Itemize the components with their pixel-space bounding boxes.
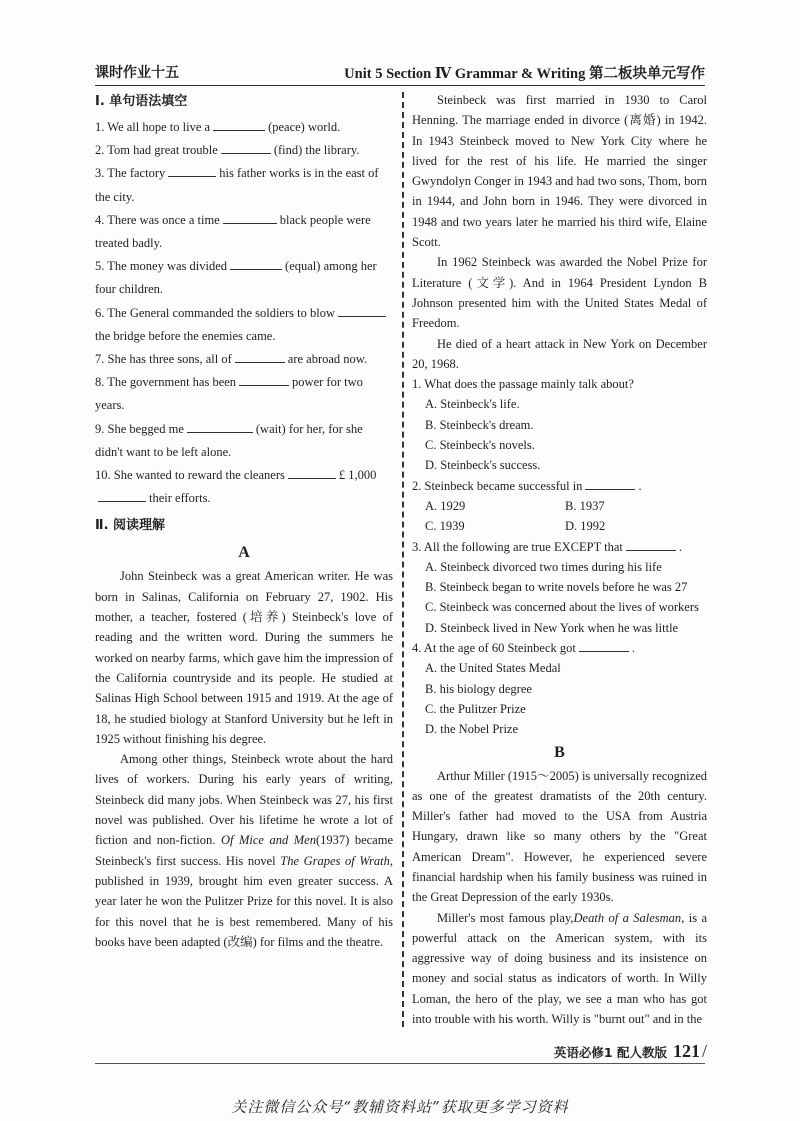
answer-option[interactable]: A. the United States Medal xyxy=(425,661,561,676)
page-number: 121 xyxy=(672,1041,700,1061)
book-title-grapes-of-wrath: The Grapes of Wrath xyxy=(280,853,390,868)
grammar-question-list xyxy=(95,116,393,510)
answer-blank[interactable] xyxy=(239,373,289,386)
question-stem: 1. What does the passage mainly talk about? xyxy=(412,377,634,392)
continuation-text: the bridge before the enemies came. xyxy=(95,328,276,343)
answer-option[interactable]: B. 1937 xyxy=(565,498,605,513)
reading-question-2 xyxy=(412,476,707,496)
grammar-question-1 xyxy=(95,116,393,139)
answer-option[interactable]: C. 1939 xyxy=(425,519,465,534)
page-footer xyxy=(554,1040,707,1062)
question-text: 9. She begged me xyxy=(95,421,184,436)
grammar-question-3 xyxy=(95,162,393,208)
question-text-after: (wait) for her, for she xyxy=(255,421,363,436)
question-text: 3. The factory xyxy=(95,166,166,181)
reading-question-list xyxy=(412,374,707,739)
passage-a-paragraph-4: In 1962 Steinbeck was awarded the Nobel Prize for Literature (文学). And in 1964 President Lyndon B Johnson presented him with the United States Medal of Freedom. xyxy=(412,255,707,331)
stem-tail: . xyxy=(678,539,682,554)
continuation-text: four children. xyxy=(95,282,164,297)
section1-title: Ⅰ. 单句语法填空 xyxy=(95,94,188,109)
page-header xyxy=(95,62,705,84)
unit-section-title: Unit 5 Section Ⅳ Grammar & Writing 第二板块单元写作 xyxy=(344,66,705,82)
answer-option[interactable]: C. the Pulitzer Prize xyxy=(425,701,526,716)
column-divider xyxy=(402,92,404,1027)
answer-option[interactable]: D. 1992 xyxy=(565,519,606,534)
answer-option[interactable]: A. Steinbeck divorced two times during his life xyxy=(425,559,662,574)
reading-question-1 xyxy=(412,374,707,394)
continuation-text: years. xyxy=(95,398,125,413)
question-continuation xyxy=(108,487,393,510)
p2-text-e: , published in 1939, brought him even greater success. A year later he won the Pulitzer Prize for this novel. It is also for this novel that he is best remembered. Many of his books have been adapted (改编) for films and the theatre. xyxy=(95,853,394,949)
answer-option-row xyxy=(412,516,707,536)
question-text-after: (find) the library. xyxy=(273,143,360,158)
question-stem: 3. All the following are true EXCEPT that xyxy=(412,539,623,554)
reading-question-4 xyxy=(412,638,707,658)
play-title-death-of-a-salesman: Death of a Salesman xyxy=(573,910,682,925)
answer-option[interactable]: D. the Nobel Prize xyxy=(425,722,519,737)
passage-a-title: A xyxy=(238,544,250,562)
left-column xyxy=(95,88,393,952)
answer-option[interactable]: B. his biology degree xyxy=(425,681,532,696)
question-text-after: are abroad now. xyxy=(287,352,368,367)
question-text-after: black people were xyxy=(279,212,371,227)
question-text-after: £ 1,000 xyxy=(338,468,377,483)
answer-option[interactable]: D. Steinbeck's success. xyxy=(425,458,541,473)
question-stem: 2. Steinbeck became successful in xyxy=(412,478,583,493)
grammar-question-10 xyxy=(95,464,393,510)
question-text: 8. The government has been xyxy=(95,375,237,390)
question-continuation xyxy=(95,441,393,464)
question-text-after: power for two xyxy=(292,375,363,390)
answer-blank[interactable] xyxy=(579,639,629,652)
answer-blank[interactable] xyxy=(338,304,386,317)
answer-option-row xyxy=(412,496,707,516)
question-text-after: (equal) among her xyxy=(285,259,377,274)
answer-option[interactable]: C. Steinbeck's novels. xyxy=(425,438,535,453)
answer-blank[interactable] xyxy=(168,164,216,177)
pb2-text-a: Miller's most famous play, xyxy=(437,910,574,925)
book-title-mice-and-men: Of Mice and Men xyxy=(220,833,316,848)
continuation-text: treated badly. xyxy=(95,236,163,251)
question-continuation xyxy=(95,394,393,417)
answer-option[interactable]: C. Steinbeck was concerned about the lives of workers xyxy=(425,600,699,615)
grammar-question-6 xyxy=(95,302,393,348)
reading-question-3 xyxy=(412,537,707,557)
answer-blank[interactable] xyxy=(585,477,635,490)
answer-blank[interactable] xyxy=(626,538,676,551)
grammar-question-4 xyxy=(95,209,393,255)
question-text: 5. The money was divided xyxy=(95,259,228,274)
p2-text-c: (1937) became Steinbeck's first success. His novel xyxy=(95,833,393,868)
continuation-text: their efforts. xyxy=(149,491,211,506)
stem-tail: . xyxy=(631,641,635,656)
right-column xyxy=(412,90,707,1029)
grammar-question-8 xyxy=(95,371,393,417)
grammar-question-9 xyxy=(95,418,393,464)
answer-blank[interactable] xyxy=(288,466,336,479)
answer-blank[interactable] xyxy=(223,211,277,224)
continuation-text: didn't want to be left alone. xyxy=(95,444,232,459)
answer-blank[interactable] xyxy=(230,257,282,270)
passage-b-paragraph-1: Arthur Miller (1915～2005) is universally recognized as one of the greatest dramatists of the 20th century. Miller's father had moved to the USA from Austria Hungary, drawn like so many others by the "Great American Dream". However, he experienced severe financial hardship when his family business was ruined in the Great Depression of the early 1930s. xyxy=(412,768,707,905)
answer-blank[interactable] xyxy=(98,489,146,502)
pb2-text-c: , is a powerful attack on the American system, with its aggressive way of doing business and its insistence on money and social status as indicators of worth. In Willy Loman, the hero of the play, we see a man who has got into trouble with his worth. Willy is "burnt out" and in the xyxy=(412,910,708,1027)
answer-option[interactable]: A. Steinbeck's life. xyxy=(425,397,520,412)
page-slash: / xyxy=(701,1041,707,1061)
question-text-after: his father works is in the east of xyxy=(219,166,379,181)
answer-option[interactable]: D. Steinbeck lived in New York when he was little xyxy=(425,620,679,635)
passage-b-title: B xyxy=(554,743,565,761)
continuation-text: the city. xyxy=(95,189,135,204)
question-text: 6. The General commanded the soldiers to blow xyxy=(95,305,335,320)
question-text: 2. Tom had great trouble xyxy=(95,143,218,158)
passage-a-paragraph-2 xyxy=(95,749,393,952)
stem-tail: . xyxy=(638,478,642,493)
header-rule xyxy=(95,85,705,86)
passage-b-paragraph-2 xyxy=(412,908,707,1030)
question-continuation xyxy=(95,325,393,348)
question-text: 1. We all hope to live a xyxy=(95,120,211,134)
book-edition-label: 英语必修1 配人教版 xyxy=(553,1045,667,1060)
question-continuation xyxy=(95,186,393,209)
footer-rule xyxy=(95,1063,705,1064)
grammar-question-5 xyxy=(95,255,393,301)
answer-blank[interactable] xyxy=(213,118,265,131)
answer-option[interactable]: A. 1929 xyxy=(425,498,466,513)
wechat-promo-note: 关注微信公众号“教辅资料站”获取更多学习资料 xyxy=(231,1098,569,1116)
worksheet-title: 课时作业十五 xyxy=(95,65,179,81)
p2-text-a: Among other things, Steinbeck wrote about the hard lives of workers. During his early years of writing, Steinbeck did many jobs. When Steinbeck was 27, his first novel was published. Over his lifetime he wrote a lot of fiction and non-fiction. xyxy=(95,752,393,848)
question-text: 4. There was once a time xyxy=(95,212,220,227)
answer-blank[interactable] xyxy=(235,350,285,363)
grammar-question-7 xyxy=(95,348,393,371)
section2-title: Ⅱ. 阅读理解 xyxy=(95,518,166,534)
question-stem: 4. At the age of 60 Steinbeck got xyxy=(412,641,576,656)
passage-a-paragraph-5: He died of a heart attack in New York on December 20, 1968. xyxy=(412,336,707,371)
passage-a-paragraph-1: John Steinbeck was a great American writer. He was born in Salinas, California on February 27, 1902. His mother, a teacher, fostered (培养) Steinbeck's love of reading and the written word. During the summers he worked on nearby farms, which gave him the impression of the California countryside and its people. He studied at Salinas High School between 1915 and 1919. At the age of 18, he studied biology at Stanford University but he left in 1925 without finishing his degree. xyxy=(95,569,393,746)
answer-option[interactable]: B. Steinbeck began to write novels before he was 27 xyxy=(425,580,688,595)
question-text-after: (peace) world. xyxy=(268,120,341,134)
question-text: 10. She wanted to reward the cleaners xyxy=(95,468,285,483)
question-continuation xyxy=(95,232,393,255)
grammar-question-2 xyxy=(95,139,393,162)
passage-a-paragraph-3: Steinbeck was first married in 1930 to Carol Henning. The marriage ended in divorce (离婚) in 1942. In 1943 Steinbeck moved to New York City where he lived for the rest of his life. He married the singer Gwyndolyn Conger in 1943 and had two sons, Thom, born in 1944, and John born in 1946. They were divorced in 1948 and two years later he married his third wife, Elaine Scott. xyxy=(412,93,707,250)
answer-option[interactable]: B. Steinbeck's dream. xyxy=(425,417,534,432)
answer-blank[interactable] xyxy=(187,420,253,433)
question-text: 7. She has three sons, all of xyxy=(95,352,232,367)
answer-blank[interactable] xyxy=(221,141,271,154)
question-continuation xyxy=(95,278,393,301)
